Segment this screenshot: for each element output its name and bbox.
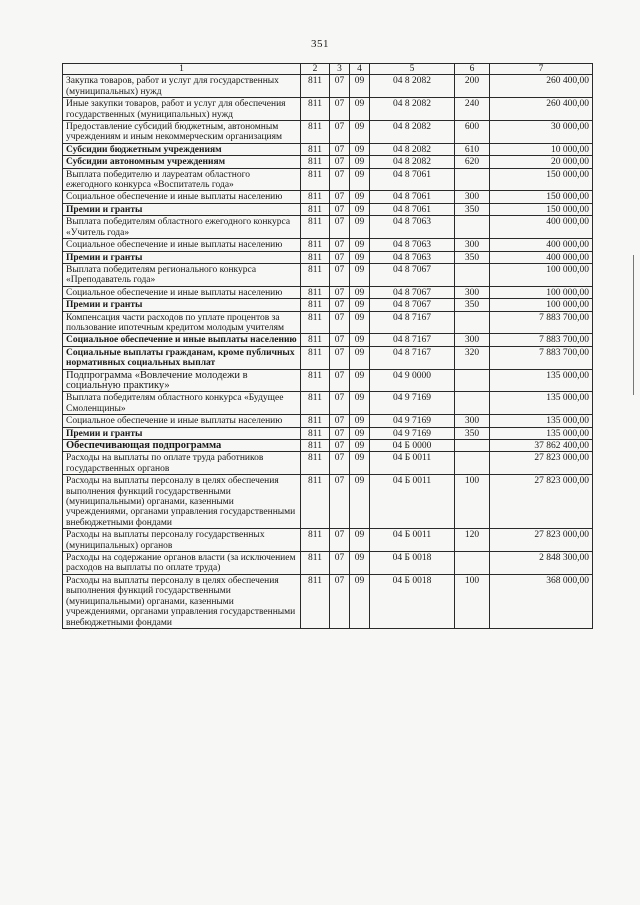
table-row bbox=[63, 168, 593, 191]
cell-code-4: 09 bbox=[350, 334, 370, 346]
cell-code-5: 04 8 7067 bbox=[370, 299, 455, 311]
table-row bbox=[63, 311, 593, 334]
cell-code-6: 300 bbox=[455, 334, 490, 346]
table-header-row bbox=[63, 64, 593, 75]
cell-amount: 27 823 000,00 bbox=[490, 475, 593, 529]
cell-code-5: 04 Б 0011 bbox=[370, 529, 455, 552]
cell-code-6: 350 bbox=[455, 203, 490, 215]
cell-name: Расходы на выплаты по оплате труда работников государственных органов bbox=[63, 452, 301, 475]
cell-code-3: 07 bbox=[330, 263, 350, 286]
cell-amount: 150 000,00 bbox=[490, 191, 593, 203]
cell-code-4: 09 bbox=[350, 440, 370, 452]
cell-amount: 400 000,00 bbox=[490, 239, 593, 251]
cell-code-2: 811 bbox=[301, 143, 330, 155]
cell-code-2: 811 bbox=[301, 369, 330, 392]
cell-amount: 100 000,00 bbox=[490, 299, 593, 311]
table-row bbox=[63, 392, 593, 415]
cell-code-4: 09 bbox=[350, 299, 370, 311]
cell-code-3: 07 bbox=[330, 299, 350, 311]
cell-amount: 37 862 400,00 bbox=[490, 440, 593, 452]
cell-code-6: 320 bbox=[455, 346, 490, 369]
cell-code-6: 200 bbox=[455, 75, 490, 98]
cell-code-6: 300 bbox=[455, 286, 490, 298]
cell-name: Подпрограмма «Вовлечение молодежи в социальную практику» bbox=[63, 369, 301, 392]
cell-name: Расходы на выплаты персоналу в целях обеспечения выполнения функций государственными (муниципальными) органами, казенными учреждениями, органами управления государственными внебюджетными фондами bbox=[63, 574, 301, 628]
cell-code-5: 04 8 2082 bbox=[370, 121, 455, 144]
table-row bbox=[63, 156, 593, 168]
cell-code-6: 350 bbox=[455, 299, 490, 311]
cell-code-3: 07 bbox=[330, 191, 350, 203]
cell-code-2: 811 bbox=[301, 415, 330, 427]
table-row bbox=[63, 75, 593, 98]
cell-code-6 bbox=[455, 440, 490, 452]
cell-amount: 135 000,00 bbox=[490, 369, 593, 392]
cell-name: Выплата победителям областного конкурса «Будущее Смоленщины» bbox=[63, 392, 301, 415]
cell-code-5: 04 9 0000 bbox=[370, 369, 455, 392]
cell-code-3: 07 bbox=[330, 552, 350, 575]
cell-code-3: 07 bbox=[330, 75, 350, 98]
cell-code-3: 07 bbox=[330, 98, 350, 121]
cell-code-4: 09 bbox=[350, 75, 370, 98]
cell-code-4: 09 bbox=[350, 415, 370, 427]
cell-code-5: 04 8 2082 bbox=[370, 156, 455, 168]
cell-code-2: 811 bbox=[301, 98, 330, 121]
cell-name: Расходы на содержание органов власти (за исключением расходов на выплаты по оплате труда) bbox=[63, 552, 301, 575]
header-col-4: 4 bbox=[350, 64, 370, 75]
cell-code-2: 811 bbox=[301, 427, 330, 439]
cell-code-4: 09 bbox=[350, 574, 370, 628]
cell-name: Социальное обеспечение и иные выплаты населению bbox=[63, 239, 301, 251]
cell-code-3: 07 bbox=[330, 440, 350, 452]
table-row bbox=[63, 216, 593, 239]
cell-name: Выплата победителю и лауреатам областного ежегодного конкурса «Воспитатель года» bbox=[63, 168, 301, 191]
cell-amount: 2 848 300,00 bbox=[490, 552, 593, 575]
cell-amount: 100 000,00 bbox=[490, 286, 593, 298]
cell-code-4: 09 bbox=[350, 286, 370, 298]
cell-code-3: 07 bbox=[330, 156, 350, 168]
cell-code-2: 811 bbox=[301, 156, 330, 168]
budget-table bbox=[62, 63, 593, 629]
cell-amount: 100 000,00 bbox=[490, 263, 593, 286]
cell-code-6 bbox=[455, 311, 490, 334]
cell-code-3: 07 bbox=[330, 574, 350, 628]
cell-code-2: 811 bbox=[301, 529, 330, 552]
cell-code-2: 811 bbox=[301, 75, 330, 98]
cell-code-2: 811 bbox=[301, 121, 330, 144]
cell-amount: 150 000,00 bbox=[490, 168, 593, 191]
cell-code-6: 100 bbox=[455, 475, 490, 529]
cell-code-6: 120 bbox=[455, 529, 490, 552]
cell-code-5: 04 8 7063 bbox=[370, 239, 455, 251]
cell-code-2: 811 bbox=[301, 440, 330, 452]
cell-code-6: 300 bbox=[455, 415, 490, 427]
cell-amount: 7 883 700,00 bbox=[490, 311, 593, 334]
cell-name: Субсидии автономным учреждениям bbox=[63, 156, 301, 168]
page-number: 351 bbox=[311, 38, 329, 50]
cell-code-5: 04 Б 0000 bbox=[370, 440, 455, 452]
cell-amount: 135 000,00 bbox=[490, 392, 593, 415]
cell-code-6 bbox=[455, 452, 490, 475]
cell-code-2: 811 bbox=[301, 239, 330, 251]
cell-name: Премии и гранты bbox=[63, 251, 301, 263]
cell-code-6 bbox=[455, 552, 490, 575]
cell-name: Обеспечивающая подпрограмма bbox=[63, 440, 301, 452]
cell-amount: 135 000,00 bbox=[490, 427, 593, 439]
cell-amount: 260 400,00 bbox=[490, 98, 593, 121]
cell-code-2: 811 bbox=[301, 299, 330, 311]
cell-name: Расходы на выплаты персоналу государственных (муниципальных) органов bbox=[63, 529, 301, 552]
table-row bbox=[63, 346, 593, 369]
cell-code-6 bbox=[455, 263, 490, 286]
cell-name: Выплата победителям регионального конкурса «Преподаватель года» bbox=[63, 263, 301, 286]
cell-code-4: 09 bbox=[350, 251, 370, 263]
cell-code-4: 09 bbox=[350, 216, 370, 239]
cell-name: Социальное обеспечение и иные выплаты населению bbox=[63, 334, 301, 346]
cell-code-4: 09 bbox=[350, 552, 370, 575]
cell-code-5: 04 8 2082 bbox=[370, 75, 455, 98]
cell-code-3: 07 bbox=[330, 529, 350, 552]
cell-amount: 7 883 700,00 bbox=[490, 334, 593, 346]
cell-name: Иные закупки товаров, работ и услуг для обеспечения государственных (муниципальных) нужд bbox=[63, 98, 301, 121]
cell-code-3: 07 bbox=[330, 251, 350, 263]
cell-code-2: 811 bbox=[301, 168, 330, 191]
cell-name: Закупка товаров, работ и услуг для государственных (муниципальных) нужд bbox=[63, 75, 301, 98]
cell-code-5: 04 8 7061 bbox=[370, 191, 455, 203]
table-row bbox=[63, 263, 593, 286]
cell-amount: 10 000,00 bbox=[490, 143, 593, 155]
cell-code-3: 07 bbox=[330, 369, 350, 392]
cell-code-2: 811 bbox=[301, 311, 330, 334]
cell-code-2: 811 bbox=[301, 251, 330, 263]
cell-code-6: 350 bbox=[455, 251, 490, 263]
table-row bbox=[63, 191, 593, 203]
cell-code-2: 811 bbox=[301, 552, 330, 575]
cell-amount: 7 883 700,00 bbox=[490, 346, 593, 369]
cell-code-6: 350 bbox=[455, 427, 490, 439]
cell-code-4: 09 bbox=[350, 263, 370, 286]
cell-code-5: 04 8 7167 bbox=[370, 311, 455, 334]
table-row bbox=[63, 427, 593, 439]
cell-code-4: 09 bbox=[350, 475, 370, 529]
cell-code-5: 04 8 7167 bbox=[370, 346, 455, 369]
header-col-3: 3 bbox=[330, 64, 350, 75]
cell-code-6 bbox=[455, 369, 490, 392]
cell-code-4: 09 bbox=[350, 168, 370, 191]
cell-code-6 bbox=[455, 392, 490, 415]
cell-amount: 400 000,00 bbox=[490, 216, 593, 239]
cell-code-2: 811 bbox=[301, 475, 330, 529]
cell-code-3: 07 bbox=[330, 121, 350, 144]
table-row bbox=[63, 440, 593, 452]
cell-code-2: 811 bbox=[301, 191, 330, 203]
cell-code-3: 07 bbox=[330, 334, 350, 346]
cell-name: Премии и гранты bbox=[63, 427, 301, 439]
cell-code-6: 300 bbox=[455, 191, 490, 203]
cell-amount: 150 000,00 bbox=[490, 203, 593, 215]
cell-code-4: 09 bbox=[350, 156, 370, 168]
table-row bbox=[63, 334, 593, 346]
cell-code-4: 09 bbox=[350, 369, 370, 392]
cell-code-2: 811 bbox=[301, 392, 330, 415]
cell-code-5: 04 Б 0018 bbox=[370, 552, 455, 575]
cell-name: Социальное обеспечение и иные выплаты населению bbox=[63, 191, 301, 203]
cell-code-2: 811 bbox=[301, 574, 330, 628]
cell-amount: 400 000,00 bbox=[490, 251, 593, 263]
cell-amount: 27 823 000,00 bbox=[490, 529, 593, 552]
cell-code-2: 811 bbox=[301, 216, 330, 239]
cell-amount: 135 000,00 bbox=[490, 415, 593, 427]
cell-name: Расходы на выплаты персоналу в целях обеспечения выполнения функций государственными (муниципальными) органами, казенными учреждениями, органами управления государственными внебюджетными фондами bbox=[63, 475, 301, 529]
cell-code-3: 07 bbox=[330, 452, 350, 475]
cell-code-3: 07 bbox=[330, 286, 350, 298]
table-row bbox=[63, 299, 593, 311]
cell-amount: 20 000,00 bbox=[490, 156, 593, 168]
table-row bbox=[63, 98, 593, 121]
cell-code-4: 09 bbox=[350, 121, 370, 144]
cell-code-2: 811 bbox=[301, 263, 330, 286]
cell-code-5: 04 Б 0011 bbox=[370, 475, 455, 529]
cell-code-6: 300 bbox=[455, 239, 490, 251]
cell-name: Социальное обеспечение и иные выплаты населению bbox=[63, 286, 301, 298]
cell-name: Социальное обеспечение и иные выплаты населению bbox=[63, 415, 301, 427]
cell-code-2: 811 bbox=[301, 346, 330, 369]
cell-code-2: 811 bbox=[301, 452, 330, 475]
cell-code-4: 09 bbox=[350, 203, 370, 215]
cell-code-4: 09 bbox=[350, 452, 370, 475]
header-col-6: 6 bbox=[455, 64, 490, 75]
cell-code-5: 04 9 7169 bbox=[370, 392, 455, 415]
cell-code-3: 07 bbox=[330, 203, 350, 215]
cell-code-2: 811 bbox=[301, 334, 330, 346]
header-col-2: 2 bbox=[301, 64, 330, 75]
cell-code-3: 07 bbox=[330, 311, 350, 334]
cell-code-3: 07 bbox=[330, 392, 350, 415]
cell-code-5: 04 8 7063 bbox=[370, 251, 455, 263]
cell-code-3: 07 bbox=[330, 346, 350, 369]
cell-code-5: 04 9 7169 bbox=[370, 427, 455, 439]
header-col-7: 7 bbox=[490, 64, 593, 75]
cell-code-4: 09 bbox=[350, 143, 370, 155]
cell-code-4: 09 bbox=[350, 311, 370, 334]
cell-code-5: 04 8 2082 bbox=[370, 98, 455, 121]
cell-amount: 30 000,00 bbox=[490, 121, 593, 144]
cell-code-4: 09 bbox=[350, 191, 370, 203]
cell-code-3: 07 bbox=[330, 168, 350, 191]
cell-name: Выплата победителям областного ежегодного конкурса «Учитель года» bbox=[63, 216, 301, 239]
table-row bbox=[63, 369, 593, 392]
cell-code-2: 811 bbox=[301, 286, 330, 298]
cell-code-3: 07 bbox=[330, 216, 350, 239]
header-col-1: 1 bbox=[63, 64, 301, 75]
table-row bbox=[63, 121, 593, 144]
cell-name: Премии и гранты bbox=[63, 203, 301, 215]
cell-code-5: 04 8 2082 bbox=[370, 143, 455, 155]
cell-name: Компенсация части расходов по уплате процентов за пользование ипотечным кредитом молодым учителям bbox=[63, 311, 301, 334]
table-row bbox=[63, 574, 593, 628]
cell-code-5: 04 8 7067 bbox=[370, 263, 455, 286]
table-row bbox=[63, 239, 593, 251]
cell-code-2: 811 bbox=[301, 203, 330, 215]
cell-name: Предоставление субсидий бюджетным, автономным учреждениям и иным некоммерческим организациям bbox=[63, 121, 301, 144]
header-col-5: 5 bbox=[370, 64, 455, 75]
table-row bbox=[63, 203, 593, 215]
cell-code-5: 04 Б 0011 bbox=[370, 452, 455, 475]
cell-code-3: 07 bbox=[330, 427, 350, 439]
cell-code-6: 610 bbox=[455, 143, 490, 155]
cell-name: Премии и гранты bbox=[63, 299, 301, 311]
cell-name: Социальные выплаты гражданам, кроме публичных нормативных социальных выплат bbox=[63, 346, 301, 369]
scan-edge-line bbox=[633, 255, 634, 395]
cell-code-3: 07 bbox=[330, 239, 350, 251]
cell-amount: 260 400,00 bbox=[490, 75, 593, 98]
table-row bbox=[63, 552, 593, 575]
cell-code-5: 04 8 7061 bbox=[370, 168, 455, 191]
cell-amount: 27 823 000,00 bbox=[490, 452, 593, 475]
cell-code-6 bbox=[455, 168, 490, 191]
cell-code-3: 07 bbox=[330, 475, 350, 529]
cell-code-6: 240 bbox=[455, 98, 490, 121]
cell-code-5: 04 9 7169 bbox=[370, 415, 455, 427]
cell-amount: 368 000,00 bbox=[490, 574, 593, 628]
cell-code-4: 09 bbox=[350, 98, 370, 121]
table-row bbox=[63, 475, 593, 529]
cell-code-5: 04 8 7067 bbox=[370, 286, 455, 298]
table-row bbox=[63, 452, 593, 475]
table-row bbox=[63, 529, 593, 552]
cell-code-6: 600 bbox=[455, 121, 490, 144]
cell-code-4: 09 bbox=[350, 427, 370, 439]
table-row bbox=[63, 415, 593, 427]
table-row bbox=[63, 286, 593, 298]
cell-code-3: 07 bbox=[330, 415, 350, 427]
cell-code-5: 04 Б 0018 bbox=[370, 574, 455, 628]
cell-code-3: 07 bbox=[330, 143, 350, 155]
cell-code-6: 100 bbox=[455, 574, 490, 628]
cell-code-6 bbox=[455, 216, 490, 239]
cell-code-4: 09 bbox=[350, 529, 370, 552]
cell-code-4: 09 bbox=[350, 346, 370, 369]
cell-code-5: 04 8 7061 bbox=[370, 203, 455, 215]
cell-code-4: 09 bbox=[350, 392, 370, 415]
cell-code-4: 09 bbox=[350, 239, 370, 251]
cell-name: Субсидии бюджетным учреждениям bbox=[63, 143, 301, 155]
cell-code-6: 620 bbox=[455, 156, 490, 168]
cell-code-5: 04 8 7063 bbox=[370, 216, 455, 239]
table-row bbox=[63, 143, 593, 155]
table-row bbox=[63, 251, 593, 263]
cell-code-5: 04 8 7167 bbox=[370, 334, 455, 346]
